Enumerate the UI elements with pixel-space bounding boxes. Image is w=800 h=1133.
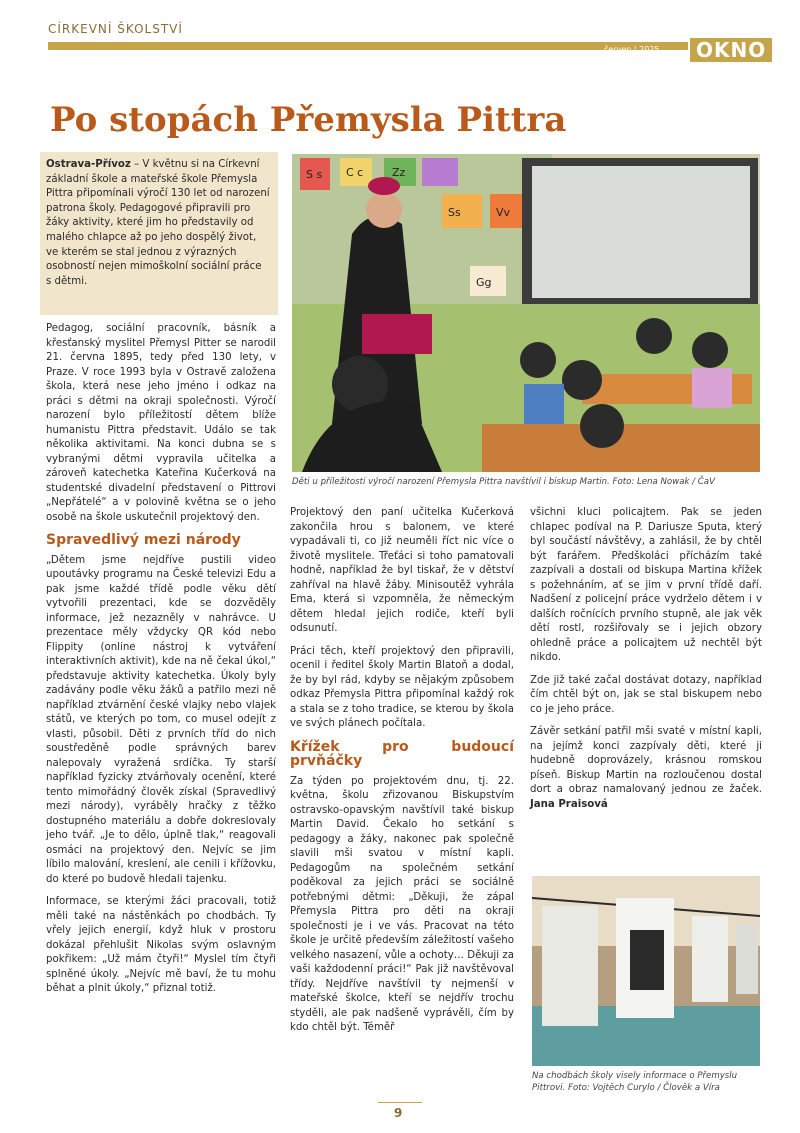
paragraph: Projektový den paní učitelka Kučerková zakončila hrou s balonem, ve které vypadávali ti, co již neuměli říct nic více o životě myslitele. Třeťáci si toho pamatovali hodně, například že byl tiskař, že v dětství zahříval na hlavě žáby. Minisoutěž vyhrála Ema, která si vzpomněla, že německým dětem hledal jejich rodiče, kteří byli odsunutí. <box>290 507 514 634</box>
paragraph-text: Závěr setkání patřil mši svaté v místní kapli, na jejímž konci zazpívaly děti, které ji hudebně doprovázely, krásnou romskou píseň. Biskup Martin na rozloučenou dostal dort a obraz namalovaný jednou ze žaček. <box>530 726 762 795</box>
paragraph <box>530 725 762 812</box>
paragraph: Zde již také začal dostávat dotazy, například čím chtěl být on, jak se stal biskupem nebo co je jeho práce. <box>530 674 762 715</box>
hanging-sheet <box>542 906 598 1026</box>
lead-paragraph <box>40 152 278 315</box>
magazine-logo: OKNO <box>690 38 772 62</box>
subheading: Křížek pro budoucí prvňáčky <box>290 738 514 769</box>
hanging-sheet <box>736 924 758 994</box>
issue-date: červen | 2025 <box>604 45 660 54</box>
photo2-caption: Na chodbách školy visely informace o Přemyslu Pittrovi. Foto: Vojtěch Curylo / Člověk a Víra <box>532 1071 738 1093</box>
subheading: Spravedlivý mezi národy <box>46 532 241 548</box>
board-label: C c <box>346 166 364 179</box>
board-card <box>422 158 458 186</box>
column-2 <box>290 506 514 1044</box>
board-label: Zz <box>392 166 406 179</box>
column-1 <box>46 322 276 1005</box>
hallway-illustration <box>532 876 760 1066</box>
header-rule <box>48 42 688 50</box>
photo-hallway-display <box>532 876 760 1066</box>
paragraph: „Dětem jsme nejdříve pustili video upoutávky programu na České televizi Edu a pak jsme každé třídě podle věku dětí vytvořili prezentaci, kde se dozvěděly informace, jež nezazněly v nahrávce. U prezentace měly vždycky QR kód nebo Flippity (online nástroj k vytváření interaktivních aktivit), kde na ně čekal úkol,“ představuje aktivity katechetka. Úkoly byly zadávány podle věku žáků a patřilo mezi ně například ztvárnění české vlajky nebo vlajek států, ve kterých po tom, co musel odejít z vlasti, působil. Děti z prvních tříd do nich soustředěně podle správných barev nalepovaly vyražená srdíčka. Ty starší například fyzicky ztvárňovaly ocenění, které tento mimořádný člověk získal (Spravedlivý mezi národy), vyráběly hračky z těžko dostupného materiálu a dobře dokreslovaly jeho tvář. „Je to dělo, úplně tlak,“ reagovali osmáci na projektový den. Nejvíc se jim líbilo malování, kreslení, ale cenili i křížovku, do které po budově hledali tajenku. <box>46 554 276 885</box>
paragraph: všichni kluci policajtem. Pak se jeden chlapec podíval na P. Dariusze Sputa, který byl součástí návštěvy, a zahlásil, že by chtěl být farářem. Předškoláci přícházím také zazpívali a dostali od biskupa Martina křížek s požehnáním, ať se jim v první třídě daří. Nadšení z policejní práce vydrželo dětem i v dalších ročnících prvního stupně, ale jak věk dětí rostl, rozšiřovaly se i jejich obzory ohledně práce a policajtem už nechtěl být nikdo. <box>530 507 762 663</box>
board-label: Gg <box>476 276 492 289</box>
board-label: Vv <box>496 206 511 219</box>
article-title: Po stopách Přemysla Pittra <box>50 100 567 140</box>
column-3 <box>530 506 762 820</box>
page-number-rule <box>378 1102 422 1103</box>
paragraph: Informace, se kterými žáci pracovali, totiž měli také na nástěnkách po chodbách. Ty vřely jejich energií, když hluk v prostoru dokázal přehlušit Nikolas svým oslavným pokřikem: „Už mám čtyři!“ Myslel tím čtyři splněné úkoly. „Nejvíc mě baví, že tu mohu běhat a plnit úkoly,“ přiznal totiž. <box>46 896 276 994</box>
lead-text: – V květnu si na Církevní základní škole a mateřské škole Přemysla Pittra připomínali výročí 130 let od narození patrona školy. Pedagogové připravili pro žáky aktivity, které jim ho představily od malého chlapce až po jeho dospělý život, ve kterém se stal jednou z výrazných osobností nejen mimoškolní sociální práce s dětmi. <box>46 159 270 287</box>
photo-bishop-classroom <box>292 154 760 472</box>
board-label: Ss <box>448 206 461 219</box>
section-label: CÍRKEVNÍ ŠKOLSTVÍ <box>48 22 183 36</box>
paragraph: Za týden po projektovém dnu, tj. 22. května, školu zřizovanou Biskupstvím ostravsko-opavským navštívil také biskup Martin David. Čekalo ho setkání s pedagogy a žáky, nakonec pak společně slavili mši svatou v místní kapli. Pedagogům na společném setkání poděkoval za jejich práci se sociálně potřebnými dětmi: „Děkuji, že zápal Přemysla Pittra pro děti na okraji společnosti je i ve vás. Pracovat na této škole je určitě především záležitostí vašeho velkého nasazení, vůle a ochoty… Děkuji za vaši každodenní práci!“ Pak již navštěvoval třídy. Nejdříve navštívil ty nejmenší v mateřské školce, kteří se nejdřív trochu styděli, ale pak nadšeně vyprávěli, čím by kdo chtěl být. Téměř <box>290 775 514 1033</box>
page-number: 9 <box>394 1106 403 1120</box>
author-name: Jana Praisová <box>530 798 608 810</box>
lead-place: Ostrava-Přívoz <box>46 159 131 170</box>
paragraph: Pedagog, sociální pracovník, básník a křesťanský myslitel Přemysl Pitter se narodil 21. června 1895, tedy před 130 lety, v Praze. V roce 1993 byla v Ostravě založena škola, která nese jeho jméno i odkaz na práci s dětmi na okraji společnosti. Výročí narození bylo příležitostí dětem blíže humanistu Pittra představit. Událo se tak několika aktivitami. Na konci dubna se s vybranými dětmi vypravila učitelka a zároveň katechetka Kateřina Kučerková na studentské divadelní představení o Pittrovi „Nepřátelé“ a v polovině května se o jeho osobě na škole uskutečnil projektový den. <box>46 323 276 523</box>
photo1-caption: Děti u příležitosti výročí narození Přemysla Pittra navštívil i biskup Martin. Foto: Lena Nowak / ČaV <box>292 477 715 487</box>
board-label: S s <box>306 168 323 181</box>
classroom-illustration <box>292 154 760 472</box>
hanging-sheet <box>692 916 728 1002</box>
paragraph: Práci těch, kteří projektový den připravili, ocenil i ředitel školy Martin Blatoň a dodal, že by byl rád, kdyby se nějakým způsobem odkaz Přemysla Pittra připomínal každý rok a stala se z toho tradice, se kterou by škola ve svých plánech počítala. <box>290 645 514 729</box>
